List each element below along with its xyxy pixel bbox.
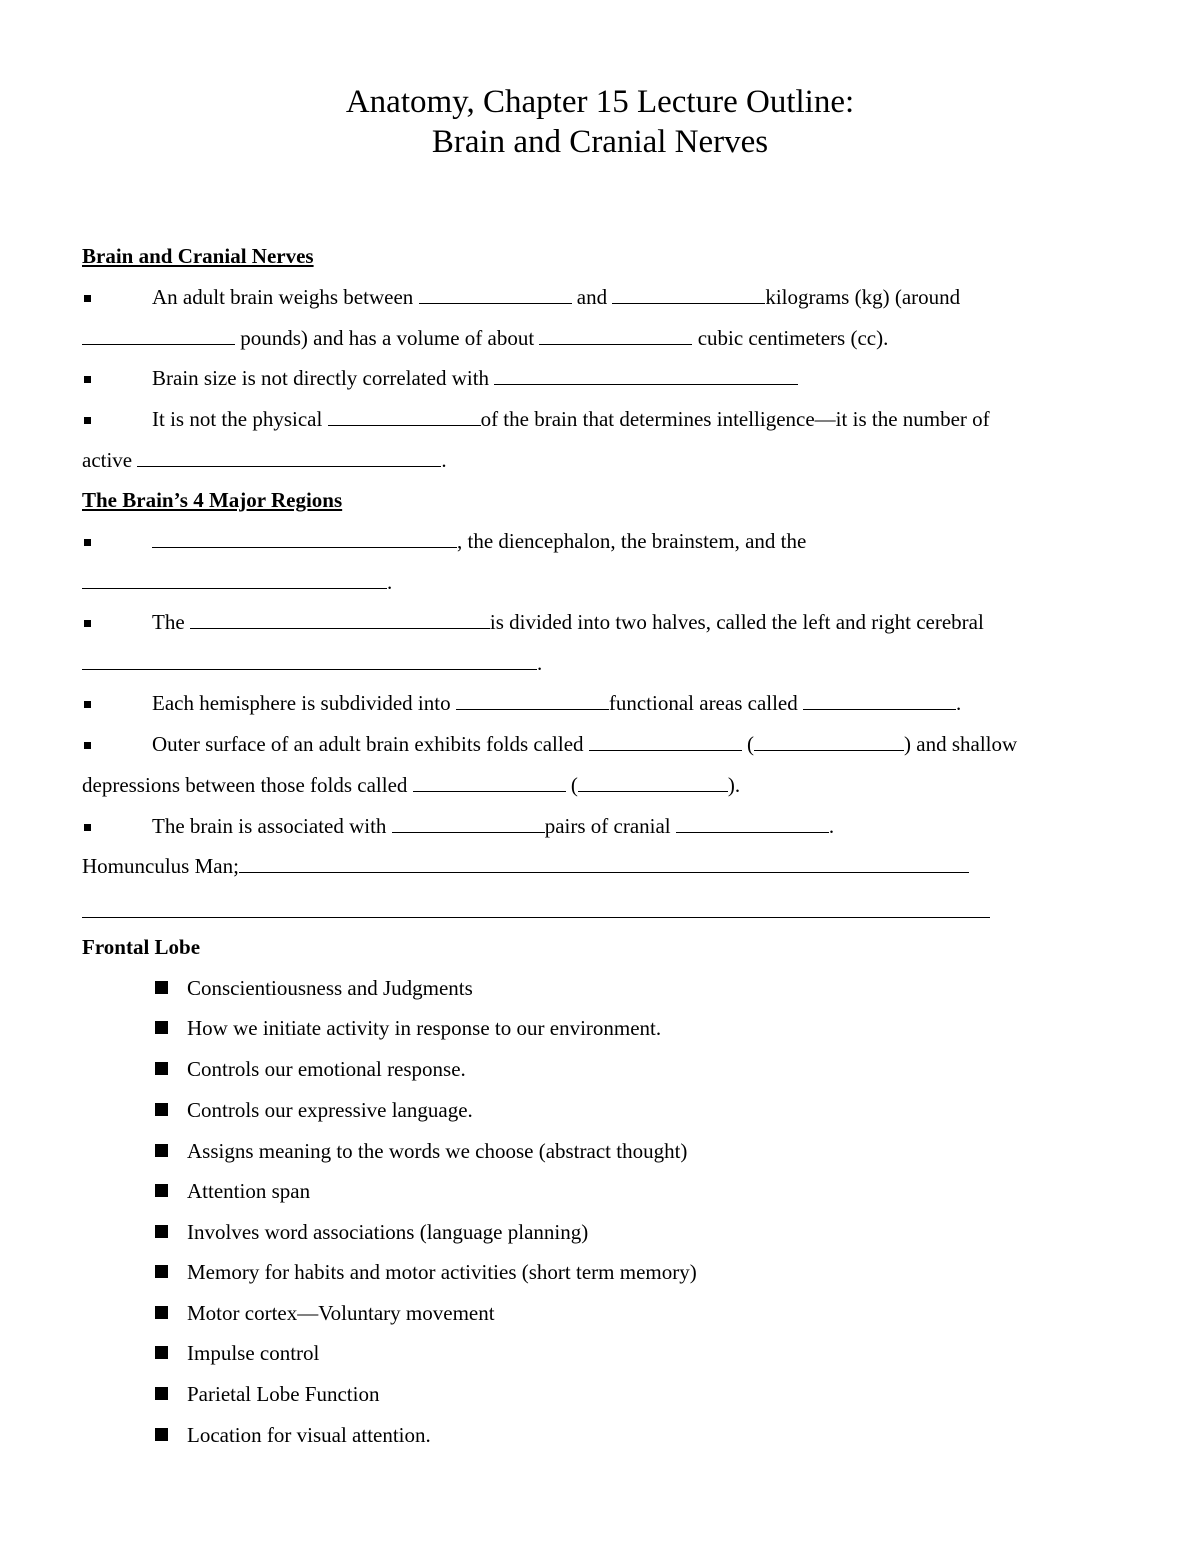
- answer-blank: [754, 730, 904, 751]
- answer-blank: [82, 568, 387, 589]
- weight-question-line-cont: pounds) and has a volume of about cubic centimeters (cc).: [82, 324, 888, 352]
- bullet-square-icon: [155, 1387, 168, 1400]
- document-title-line2: Brain and Cranial Nerves: [431, 124, 769, 160]
- list-item: Memory for habits and motor activities (short term memory): [187, 1260, 697, 1284]
- bullet-square-icon: [155, 1428, 168, 1441]
- bullet-square-icon: [155, 1225, 168, 1238]
- bullet-square-icon: [84, 742, 91, 749]
- answer-blank: [419, 283, 572, 304]
- answer-blank: [578, 771, 728, 792]
- bullet-square-icon: [84, 376, 91, 383]
- answer-blank: [137, 446, 441, 467]
- answer-blank: [539, 324, 692, 345]
- bullet-square-icon: [155, 1144, 168, 1157]
- list-item: Assigns meaning to the words we choose (abstract thought): [187, 1139, 688, 1163]
- answer-blank: [612, 283, 765, 304]
- bullet-square-icon: [84, 620, 91, 627]
- list-item: Conscientiousness and Judgments: [187, 976, 473, 1000]
- intelligence-line: It is not the physical of the brain that determines intelligence—it is the number of: [152, 407, 990, 431]
- bullet-square-icon: [155, 1103, 168, 1116]
- list-item: Attention span: [187, 1179, 311, 1203]
- bullet-square-icon: [84, 824, 91, 831]
- document-title-line1: Anatomy, Chapter 15 Lecture Outline:: [345, 84, 855, 120]
- cranial-pairs-line: The brain is associated with pairs of cranial .: [152, 814, 835, 838]
- halves-line: The is divided into two halves, called the left and right cerebral: [152, 610, 984, 634]
- answer-blank: [803, 689, 956, 710]
- brain-size-line: Brain size is not directly correlated with: [152, 364, 798, 392]
- halves-line-cont: .: [82, 649, 542, 677]
- answer-blank: [82, 324, 235, 345]
- list-item: Involves word associations (language planning): [187, 1220, 589, 1244]
- answer-blank: [676, 812, 829, 833]
- list-item: Controls our expressive language.: [187, 1098, 473, 1122]
- section-heading-frontal-lobe: Frontal Lobe: [82, 935, 201, 959]
- section-heading-brain-cranial-nerves: Brain and Cranial Nerves: [82, 244, 314, 268]
- folds-line-cont: depressions between those folds called ( ).: [82, 773, 741, 797]
- answer-blank: [392, 812, 545, 833]
- bullet-square-icon: [155, 1265, 168, 1278]
- answer-blank: [239, 852, 969, 873]
- bullet-square-icon: [84, 539, 91, 546]
- regions-line-cont: .: [82, 568, 392, 596]
- list-item: Controls our emotional response.: [187, 1057, 466, 1081]
- answer-blank: [413, 771, 566, 792]
- hemisphere-line: Each hemisphere is subdivided into functional areas called .: [152, 691, 962, 715]
- intelligence-line-cont: active .: [82, 448, 447, 472]
- list-item: Location for visual attention.: [187, 1423, 431, 1447]
- answer-blank: [152, 527, 457, 548]
- bullet-square-icon: [155, 981, 168, 994]
- bullet-square-icon: [84, 417, 91, 424]
- list-item: Impulse control: [187, 1341, 320, 1365]
- section-heading-major-regions: The Brain’s 4 Major Regions: [82, 488, 343, 512]
- answer-blank: [328, 405, 481, 426]
- bullet-square-icon: [155, 1306, 168, 1319]
- answer-blank: [589, 730, 742, 751]
- bullet-square-icon: [155, 1184, 168, 1197]
- list-item: How we initiate activity in response to our environment.: [187, 1016, 662, 1040]
- list-item: Parietal Lobe Function: [187, 1382, 380, 1406]
- answer-blank-full-line: [82, 917, 990, 918]
- answer-blank: [82, 649, 537, 670]
- weight-question-line: An adult brain weighs between and kilograms (kg) (around: [152, 285, 961, 309]
- homunculus-line: Homunculus Man;: [82, 852, 969, 880]
- answer-blank: [190, 608, 490, 629]
- answer-blank: [456, 689, 609, 710]
- bullet-square-icon: [155, 1021, 168, 1034]
- bullet-square-icon: [84, 295, 91, 302]
- list-item: Motor cortex—Voluntary movement: [187, 1301, 495, 1325]
- folds-line: Outer surface of an adult brain exhibits folds called ( ) and shallow: [152, 732, 1018, 756]
- bullet-square-icon: [84, 701, 91, 708]
- regions-line: , the diencephalon, the brainstem, and the: [152, 527, 806, 555]
- bullet-square-icon: [155, 1062, 168, 1075]
- answer-blank: [494, 364, 798, 385]
- bullet-square-icon: [155, 1346, 168, 1359]
